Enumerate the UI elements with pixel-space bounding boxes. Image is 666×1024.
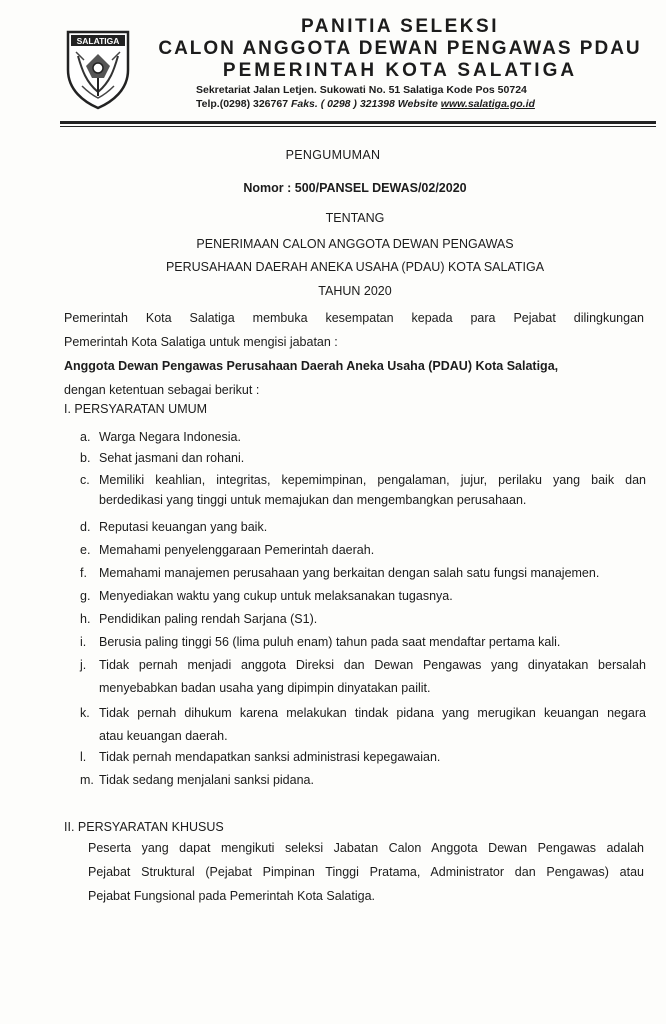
intro-line-2: Pemerintah Kota Salatiga untuk mengisi jabatan : (64, 335, 338, 349)
list-item-text: Sehat jasmani dan rohani. (99, 451, 245, 465)
committee-name: PANITIA SELEKSI (301, 16, 499, 37)
letterhead (0, 0, 666, 130)
list-item-text: Warga Negara Indonesia. (99, 430, 241, 444)
document-title: PENGUMUMAN (285, 148, 381, 162)
list-item-text: Menyediakan waktu yang cukup untuk melaksanakan tugasnya. (99, 589, 453, 603)
list-item-continuation: atau keuangan daerah. (99, 729, 228, 743)
contact-line (196, 97, 636, 111)
list-item-text: Berusia paling tinggi 56 (lima puluh enam) tahun pada saat mendaftar pertama kali. (99, 635, 561, 649)
subject-line-1: PENERIMAAN CALON ANGGOTA DEWAN PENGAWAS (196, 237, 514, 251)
list-marker: i. (80, 635, 87, 649)
intro-line-3: dengan ketentuan sebagai berikut : (64, 383, 260, 397)
list-marker: k. (80, 706, 90, 720)
letterhead-address (196, 83, 636, 111)
list-marker: l. (80, 750, 87, 764)
list-item-continuation: menyebabkan badan usaha yang dipimpin dinyatakan pailit. (99, 681, 431, 695)
section-general-requirements-title: I. PERSYARATAN UMUM (64, 402, 208, 416)
list-marker: j. (80, 658, 87, 672)
fax-number: Faks. ( 0298 ) 321398 (290, 98, 395, 110)
section-special-requirements-title: II. PERSYARATAN KHUSUS (64, 820, 224, 834)
list-item-text: Tidak pernah mendapatkan sanksi administrasi kepegawaian. (99, 750, 441, 764)
list-item-text: Memahami penyelenggaraan Pemerintah daerah. (99, 543, 375, 557)
letterhead-rule-thin (60, 126, 656, 127)
svg-text:SALATIGA: SALATIGA (76, 36, 120, 46)
letterhead-title-block (140, 16, 660, 82)
document-about-label: TENTANG (325, 211, 385, 225)
list-item-text: Tidak sedang menjalani sanksi pidana. (99, 773, 314, 787)
list-marker: a. (80, 430, 91, 444)
list-marker: f. (80, 566, 87, 580)
government-name: PEMERINTAH KOTA SALATIGA (222, 60, 578, 81)
document-number: Nomor : 500/PANSEL DEWAS/02/2020 (243, 181, 467, 195)
special-requirements-line-2: Pejabat Struktural (Pejabat Pimpinan Tinggi Pratama, Administrator dan Pengawas) atau (88, 865, 644, 879)
letterhead-rule-thick (60, 121, 656, 124)
list-marker: c. (80, 473, 90, 487)
list-item-text: Memahami manajemen perusahaan yang berkaitan dengan salah satu fungsi manajemen. (99, 566, 600, 580)
list-item-text: Tidak pernah dihukum karena melakukan tindak pidana yang merugikan keuangan negara (99, 706, 646, 720)
special-requirements-line-1: Peserta yang dapat mengikuti seleksi Jabatan Calon Anggota Dewan Pengawas adalah (88, 841, 644, 855)
list-item-text: Memiliki keahlian, integritas, kepemimpinan, pengalaman, jujur, perilaku yang baik dan (99, 473, 646, 487)
list-item-text: Pendidikan paling rendah Sarjana (S1). (99, 612, 318, 626)
salatiga-emblem-icon (64, 26, 132, 110)
list-marker: e. (80, 543, 91, 557)
intro-line-1: Pemerintah Kota Salatiga membuka kesempatan kepada para Pejabat dilingkungan (64, 311, 644, 325)
list-marker: h. (80, 612, 91, 626)
list-marker: b. (80, 451, 91, 465)
special-requirements-line-3: Pejabat Fungsional pada Pemerintah Kota Salatiga. (88, 889, 375, 903)
committee-subtitle: CALON ANGGOTA DEWAN PENGAWAS PDAU (158, 38, 642, 59)
subject-line-2: PERUSAHAAN DAERAH ANEKA USAHA (PDAU) KOTA SALATIGA (165, 260, 545, 274)
list-marker: d. (80, 520, 91, 534)
subject-line-3: TAHUN 2020 (318, 284, 392, 298)
website-link[interactable]: www.salatiga.go.id (440, 98, 535, 110)
list-item-text: Tidak pernah menjadi anggota Direksi dan Dewan Pengawas yang dinyatakan bersalah (99, 658, 646, 672)
list-item-text: Reputasi keuangan yang baik. (99, 520, 268, 534)
list-item-continuation: berdedikasi yang tinggi untuk memajukan dan mengembangkan perusahaan. (99, 493, 527, 507)
phone-number: Telp.(0298) 326767 (196, 98, 289, 110)
address-line: Sekretariat Jalan Letjen. Sukowati No. 51 Salatiga Kode Pos 50724 (196, 84, 527, 96)
intro-position: Anggota Dewan Pengawas Perusahaan Daerah Aneka Usaha (PDAU) Kota Salatiga, (64, 359, 559, 373)
list-marker: g. (80, 589, 91, 603)
website-label: Website (397, 98, 438, 110)
list-marker: m. (80, 773, 94, 787)
